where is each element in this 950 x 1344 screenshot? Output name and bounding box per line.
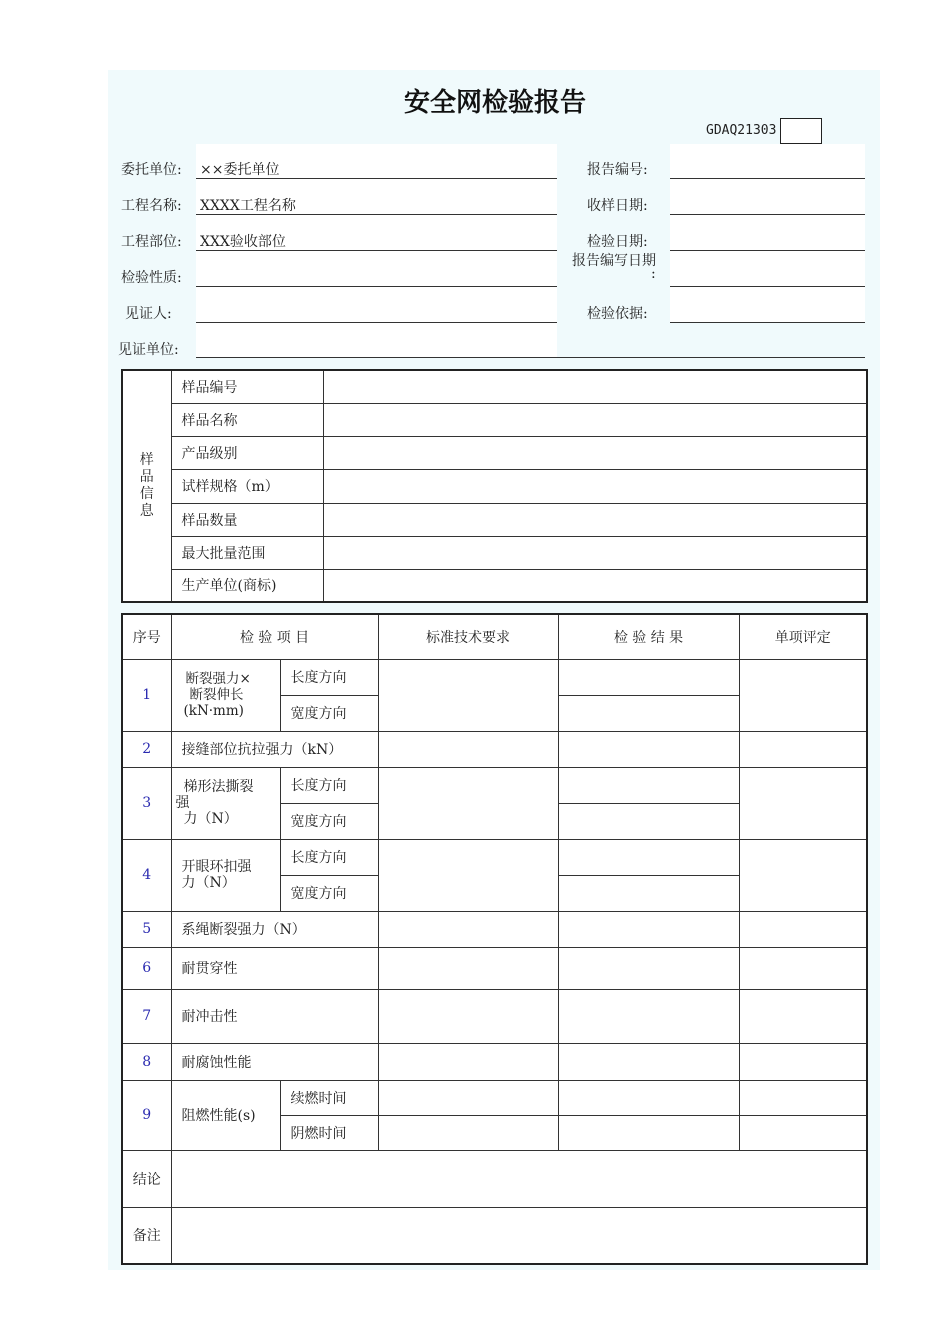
sample-row-value[interactable] <box>323 569 867 602</box>
item-no: 9 <box>122 1080 171 1150</box>
header-item: 检 验 项 目 <box>171 614 378 659</box>
item-name: 断裂强力× 断裂伸长 (kN·mm) <box>171 659 280 731</box>
item-sub: 续燃时间 <box>280 1080 378 1115</box>
item-name: 梯形法撕裂 强 力（N） <box>171 767 280 839</box>
sample-row-label: 样品编号 <box>171 370 323 403</box>
location-value[interactable]: XXX验收部位 <box>200 234 286 250</box>
result-cell[interactable] <box>558 989 739 1043</box>
write-date-colon: : <box>651 266 656 282</box>
header-seq: 序号 <box>122 614 171 659</box>
location-underline <box>196 250 557 251</box>
header-standard: 标准技术要求 <box>378 614 558 659</box>
test-items-table <box>121 613 868 1265</box>
write-date-label: 报告编写日期 <box>572 253 656 269</box>
sample-row-value[interactable] <box>323 503 867 536</box>
header-result: 检 验 结 果 <box>558 614 739 659</box>
form-code: GDAQ21303 <box>706 123 777 138</box>
project-underline <box>196 214 557 215</box>
result-cell[interactable] <box>558 731 739 767</box>
item-name: 接缝部位抗拉强力（kN） <box>171 731 378 767</box>
result-cell[interactable] <box>558 695 739 731</box>
item-no: 2 <box>122 731 171 767</box>
rating-cell[interactable] <box>739 731 867 767</box>
item-name: 开眼环扣强 力（N） <box>171 839 280 911</box>
item-name: 耐贯穿性 <box>171 947 378 989</box>
standard-cell[interactable] <box>378 1080 558 1115</box>
rating-cell[interactable] <box>739 1043 867 1080</box>
standard-cell[interactable] <box>378 659 558 731</box>
item-sub: 长度方向 <box>280 659 378 695</box>
rating-cell[interactable] <box>739 839 867 911</box>
standard-cell[interactable] <box>378 1115 558 1150</box>
sample-row-value[interactable] <box>323 370 867 403</box>
rating-cell[interactable] <box>739 911 867 947</box>
result-cell[interactable] <box>558 947 739 989</box>
item-sub: 长度方向 <box>280 767 378 803</box>
project-label: 工程名称: <box>121 198 182 214</box>
standard-cell[interactable] <box>378 1043 558 1080</box>
sample-row-value[interactable] <box>323 403 867 436</box>
witness-underline[interactable] <box>196 322 557 323</box>
item-no: 6 <box>122 947 171 989</box>
result-cell[interactable] <box>558 803 739 839</box>
sample-row-label: 样品数量 <box>171 503 323 536</box>
item-sub: 阴燃时间 <box>280 1115 378 1150</box>
result-cell[interactable] <box>558 839 739 875</box>
write-date-underline[interactable] <box>670 286 865 287</box>
standard-cell[interactable] <box>378 911 558 947</box>
sample-row-label: 最大批量范围 <box>171 536 323 569</box>
item-no: 1 <box>122 659 171 731</box>
project-value[interactable]: XXXX工程名称 <box>200 198 296 214</box>
conclusion-cell[interactable] <box>171 1150 867 1207</box>
rating-cell[interactable] <box>739 1115 867 1150</box>
header-rating: 单项评定 <box>739 614 867 659</box>
sample-row-value[interactable] <box>323 536 867 569</box>
remark-label: 备注 <box>122 1207 171 1264</box>
standard-cell[interactable] <box>378 767 558 839</box>
test-date-label: 检验日期: <box>587 234 648 250</box>
basis-underline[interactable] <box>670 322 865 323</box>
sample-row-value[interactable] <box>323 469 867 503</box>
basis-label: 检验依据: <box>587 306 648 322</box>
item-name: 系绳断裂强力（N） <box>171 911 378 947</box>
sample-row-value[interactable] <box>323 436 867 469</box>
witness-unit-underline[interactable] <box>196 357 865 358</box>
client-label: 委托单位: <box>121 162 182 178</box>
witness-unit-label: 见证单位: <box>118 342 179 358</box>
sample-info-table <box>121 369 868 603</box>
report-no-label: 报告编号: <box>587 162 648 178</box>
sample-section-label: 样 品 信 息 <box>122 370 171 602</box>
result-cell[interactable] <box>558 659 739 695</box>
receive-date-underline[interactable] <box>670 214 865 215</box>
item-sub: 宽度方向 <box>280 875 378 911</box>
client-underline <box>196 178 557 179</box>
rating-cell[interactable] <box>739 767 867 839</box>
receive-date-label: 收样日期: <box>587 198 648 214</box>
result-cell[interactable] <box>558 1043 739 1080</box>
test-date-underline[interactable] <box>670 250 865 251</box>
witness-label: 见证人: <box>125 306 172 322</box>
result-cell[interactable] <box>558 1115 739 1150</box>
item-sub: 长度方向 <box>280 839 378 875</box>
location-label: 工程部位: <box>121 234 182 250</box>
page-title: 安全网检验报告 <box>403 88 586 118</box>
result-cell[interactable] <box>558 911 739 947</box>
rating-cell[interactable] <box>739 1080 867 1115</box>
sample-row-label: 产品级别 <box>171 436 323 469</box>
standard-cell[interactable] <box>378 947 558 989</box>
item-name: 阻燃性能(s) <box>171 1080 280 1150</box>
sample-row-label: 样品名称 <box>171 403 323 436</box>
item-no: 7 <box>122 989 171 1043</box>
rating-cell[interactable] <box>739 659 867 731</box>
item-name: 耐腐蚀性能 <box>171 1043 378 1080</box>
item-sub: 宽度方向 <box>280 695 378 731</box>
rating-cell[interactable] <box>739 989 867 1043</box>
result-cell[interactable] <box>558 875 739 911</box>
conclusion-label: 结论 <box>122 1150 171 1207</box>
header-right-bg <box>670 144 865 322</box>
item-sub: 宽度方向 <box>280 803 378 839</box>
remark-cell[interactable] <box>171 1207 867 1264</box>
rating-cell[interactable] <box>739 947 867 989</box>
item-name: 耐冲击性 <box>171 989 378 1043</box>
form-code-box[interactable] <box>780 118 822 144</box>
item-no: 3 <box>122 767 171 839</box>
sample-row-label: 生产单位(商标) <box>171 569 323 602</box>
result-cell[interactable] <box>558 1080 739 1115</box>
client-value[interactable]: ××委托单位 <box>200 162 280 178</box>
sample-row-label: 试样规格（m） <box>171 469 323 503</box>
nature-label: 检验性质: <box>121 270 182 286</box>
standard-cell[interactable] <box>378 989 558 1043</box>
item-no: 5 <box>122 911 171 947</box>
item-no: 8 <box>122 1043 171 1080</box>
report-no-underline[interactable] <box>670 178 865 179</box>
nature-underline[interactable] <box>196 286 557 287</box>
standard-cell[interactable] <box>378 731 558 767</box>
item-no: 4 <box>122 839 171 911</box>
result-cell[interactable] <box>558 767 739 803</box>
standard-cell[interactable] <box>378 839 558 911</box>
